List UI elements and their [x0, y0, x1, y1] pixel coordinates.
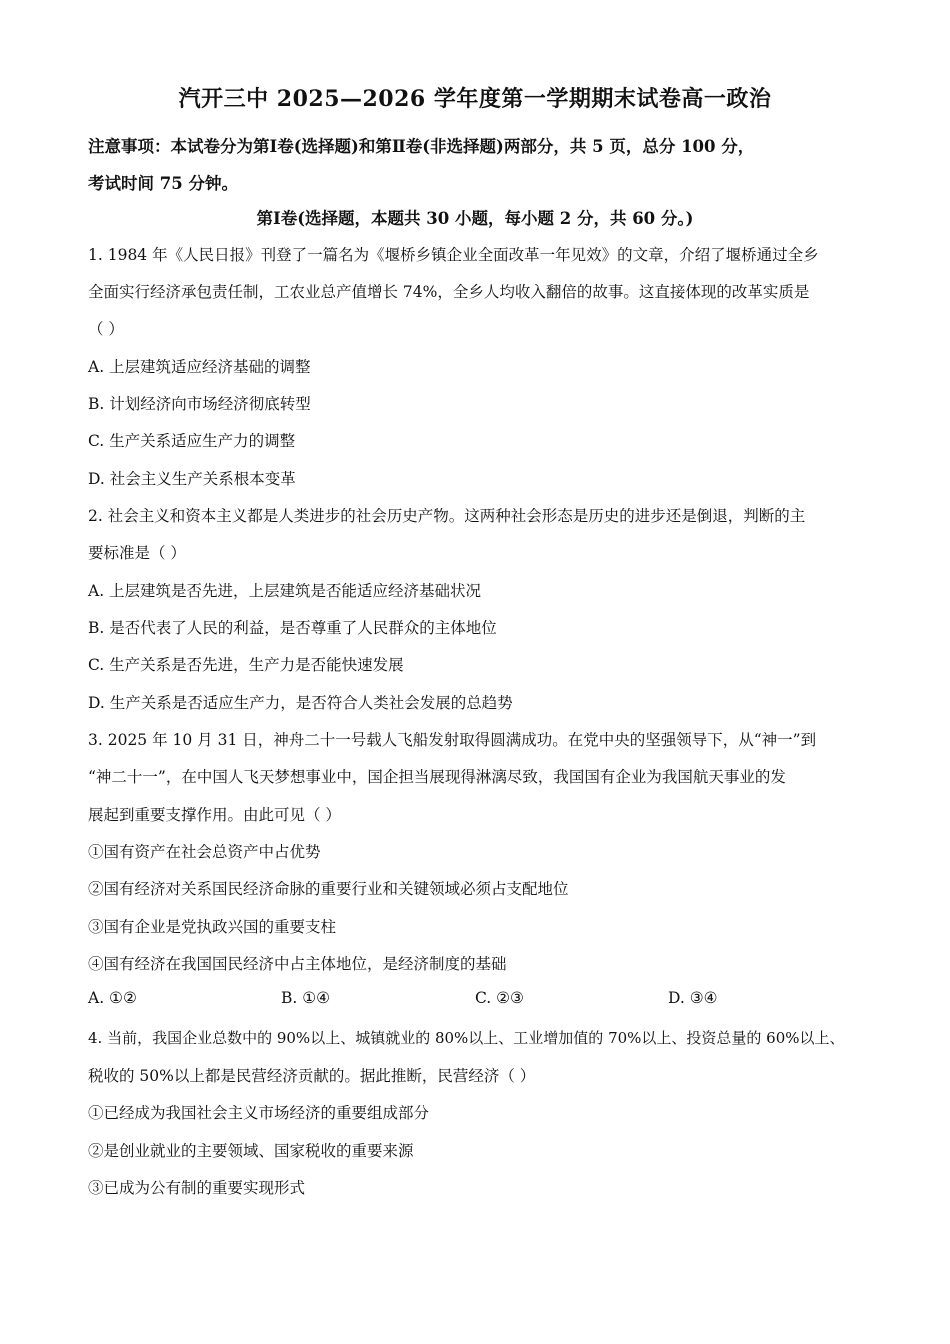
- question-stem: 1. 1984 年《人民日报》刊登了一篇名为《堰桥乡镇企业全面改革一年见效》的文章，介绍了堰桥通过全乡: [88, 246, 819, 264]
- option-c: C. 生产关系是否先进，生产力是否能快速发展: [88, 656, 404, 674]
- answer-blank: （ ）: [88, 320, 124, 338]
- question-stem: 全面实行经济承包责任制，工农业总产值增长 74%，全乡人均收入翻倍的故事。这直接体现的改革实质是: [88, 283, 810, 301]
- section-heading: 第Ⅰ卷(选择题，本题共 30 小题，每小题 2 分，共 60 分。): [256, 209, 694, 228]
- question-stem: 4. 当前，我国企业总数中的 90%以上、城镇就业的 80%以上、工业增加值的 70%以上、投资总量的 60%以上、: [88, 1029, 845, 1047]
- question-stem: 要标准是（ ）: [88, 544, 186, 562]
- question-stem: “神二十一”，在中国人飞天梦想事业中，国企担当展现得淋漓尽致，我国国有企业为我国航天事业的发: [88, 768, 786, 786]
- option-a: A. ①②: [88, 989, 137, 1007]
- option-a: A. 上层建筑适应经济基础的调整: [88, 358, 311, 376]
- notice-line-2: 考试时间 75 分钟。: [88, 174, 238, 193]
- statement-1: ①国有资产在社会总资产中占优势: [88, 843, 321, 861]
- statement-3: ③已成为公有制的重要实现形式: [88, 1179, 306, 1197]
- option-c: C. ②③: [475, 989, 524, 1007]
- exam-notice: [88, 128, 878, 202]
- statement-2: ②是创业就业的主要领域、国家税收的重要来源: [88, 1142, 414, 1160]
- question-stem: 2. 社会主义和资本主义都是人类进步的社会历史产物。这两种社会形态是历史的进步还是倒退，判断的主: [88, 507, 806, 525]
- notice-line-1: 注意事项：本试卷分为第Ⅰ卷(选择题)和第Ⅱ卷(非选择题)两部分，共 5 页，总分 100 分，: [88, 137, 755, 156]
- statement-3: ③国有企业是党执政兴国的重要支柱: [88, 918, 337, 936]
- option-b: B. ①④: [281, 989, 331, 1007]
- option-d: D. ③④: [668, 989, 718, 1007]
- option-a: A. 上层建筑是否先进，上层建筑是否能适应经济基础状况: [88, 582, 482, 600]
- exam-title: 汽开三中 2025—2026 学年度第一学期期末试卷高一政治: [178, 86, 772, 112]
- option-c: C. 生产关系适应生产力的调整: [88, 432, 296, 450]
- question-stem: 3. 2025 年 10 月 31 日，神舟二十一号载人飞船发射取得圆满成功。在党中央的坚强领导下，从“神一”到: [88, 731, 817, 749]
- option-d: D. 社会主义生产关系根本变革: [88, 470, 296, 488]
- option-b: B. 是否代表了人民的利益，是否尊重了人民群众的主体地位: [88, 619, 497, 637]
- statement-1: ①已经成为我国社会主义市场经济的重要组成部分: [88, 1104, 430, 1122]
- question-stem: 税收的 50%以上都是民营经济贡献的。据此推断，民营经济（ ）: [88, 1067, 536, 1085]
- option-b: B. 计划经济向市场经济彻底转型: [88, 395, 311, 413]
- statement-4: ④国有经济在我国国民经济中占主体地位，是经济制度的基础: [88, 955, 507, 973]
- statement-2: ②国有经济对关系国民经济命脉的重要行业和关键领域必须占支配地位: [88, 880, 569, 898]
- option-d: D. 生产关系是否适应生产力，是否符合人类社会发展的总趋势: [88, 694, 513, 712]
- question-stem: 展起到重要支撑作用。由此可见（ ）: [88, 806, 341, 824]
